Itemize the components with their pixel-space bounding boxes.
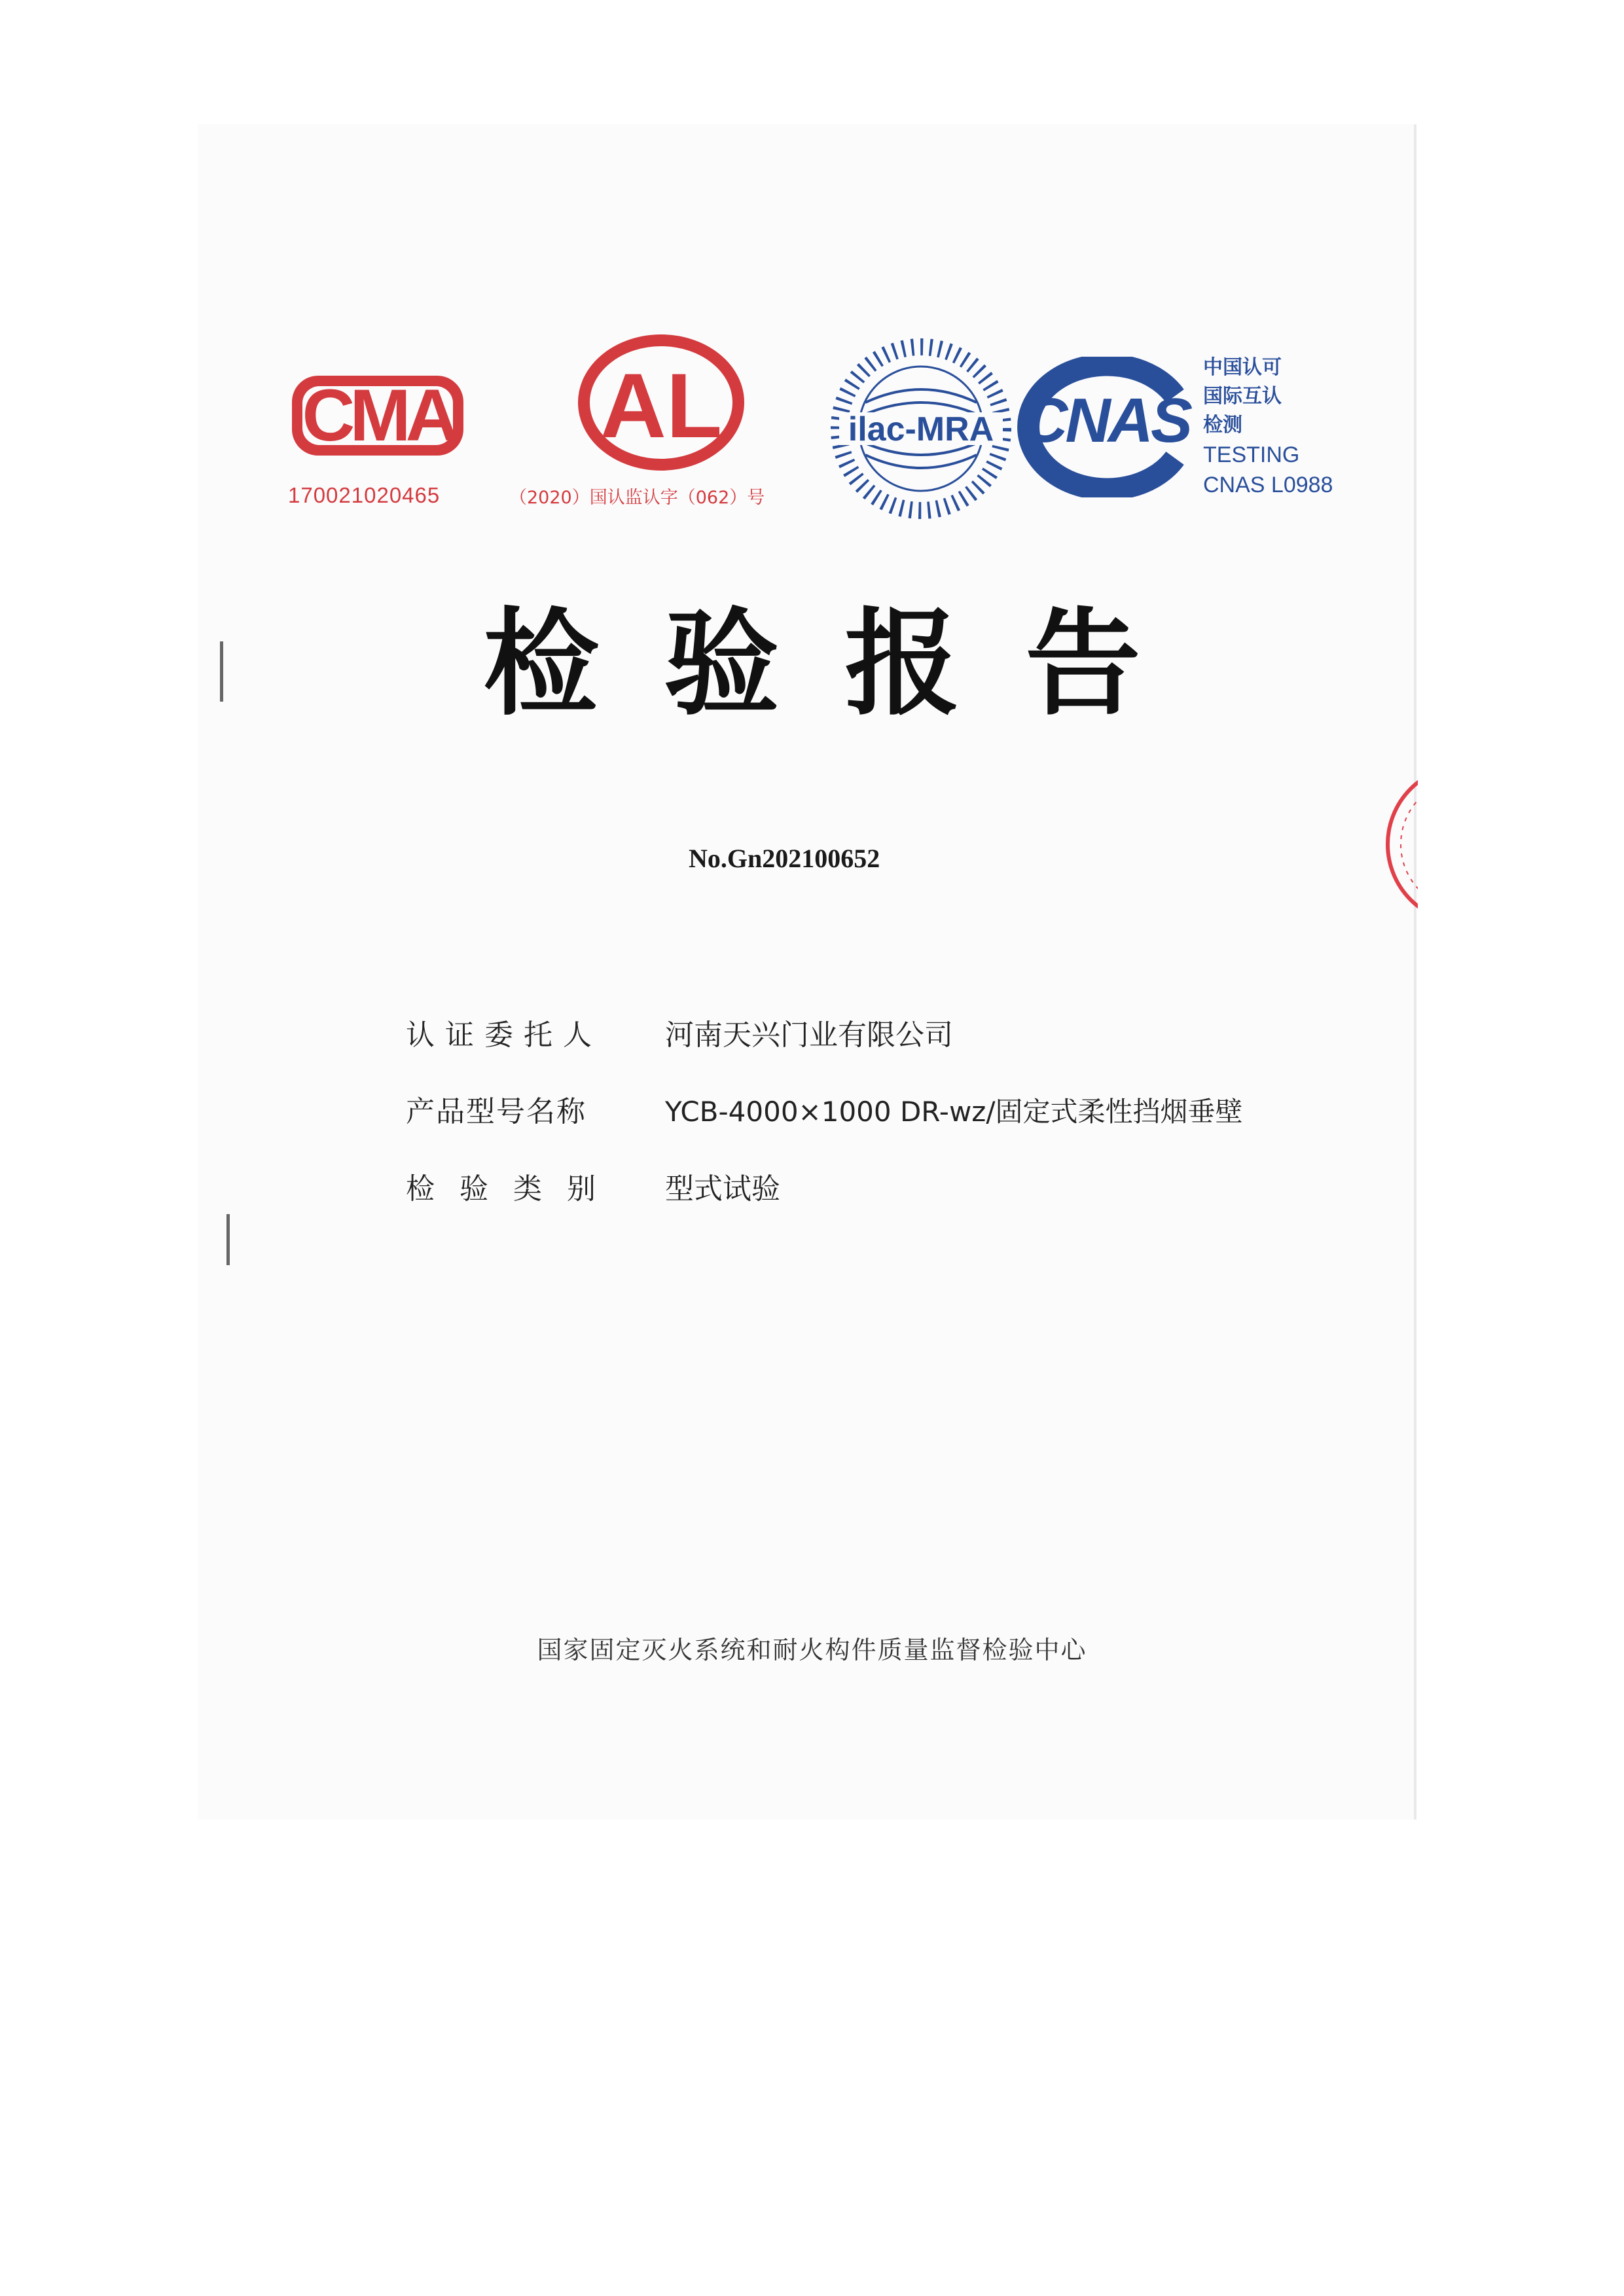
category-value: 型式试验: [665, 1172, 780, 1206]
report-number: No.Gn202100652: [689, 844, 880, 873]
product-row: [406, 1088, 1243, 1130]
cnas-line-2: 国际互认: [1203, 385, 1282, 408]
client-label: 认证委托人: [406, 1018, 602, 1052]
scan-mark-bottom: [226, 1214, 230, 1265]
cma-logo: [289, 367, 466, 465]
product-value: YCB-4000×1000 DR-wz/固定式柔性挡烟垂壁: [665, 1096, 1243, 1128]
cnas-logo: [1011, 357, 1201, 497]
cnas-line-3: 检测: [1203, 414, 1242, 437]
red-seal-stamp: [1375, 753, 1492, 936]
issuing-organization: 国家固定灭火系统和耐火构件质量监督检验中心: [537, 1636, 1087, 1664]
cal-logo-text: AL: [600, 354, 723, 457]
category-label: 检验类别: [406, 1172, 621, 1206]
ilac-mra-logo: [826, 337, 1016, 520]
cnas-number: CNAS L0988: [1203, 473, 1333, 497]
cnas-line-1: 中国认可: [1203, 356, 1282, 379]
cnas-logo-text: CNAS: [1022, 386, 1191, 456]
cal-code: （2020）国认监认字（062）号: [509, 488, 765, 508]
cma-logo-text: CMA: [302, 374, 454, 456]
cnas-testing: TESTING: [1203, 442, 1300, 467]
category-row: [406, 1165, 780, 1207]
cma-code: 170021020465: [288, 483, 441, 507]
client-row: [406, 1011, 953, 1053]
ilac-logo-text: ilac-MRA: [848, 410, 994, 448]
product-label: 产品型号名称: [406, 1095, 586, 1128]
client-value: 河南天兴门业有限公司: [665, 1018, 953, 1052]
scan-edge: [1414, 124, 1416, 1820]
cnas-accreditation-text: [1203, 353, 1333, 500]
report-title: 检验报告: [483, 597, 1206, 731]
cal-logo: [576, 334, 746, 471]
